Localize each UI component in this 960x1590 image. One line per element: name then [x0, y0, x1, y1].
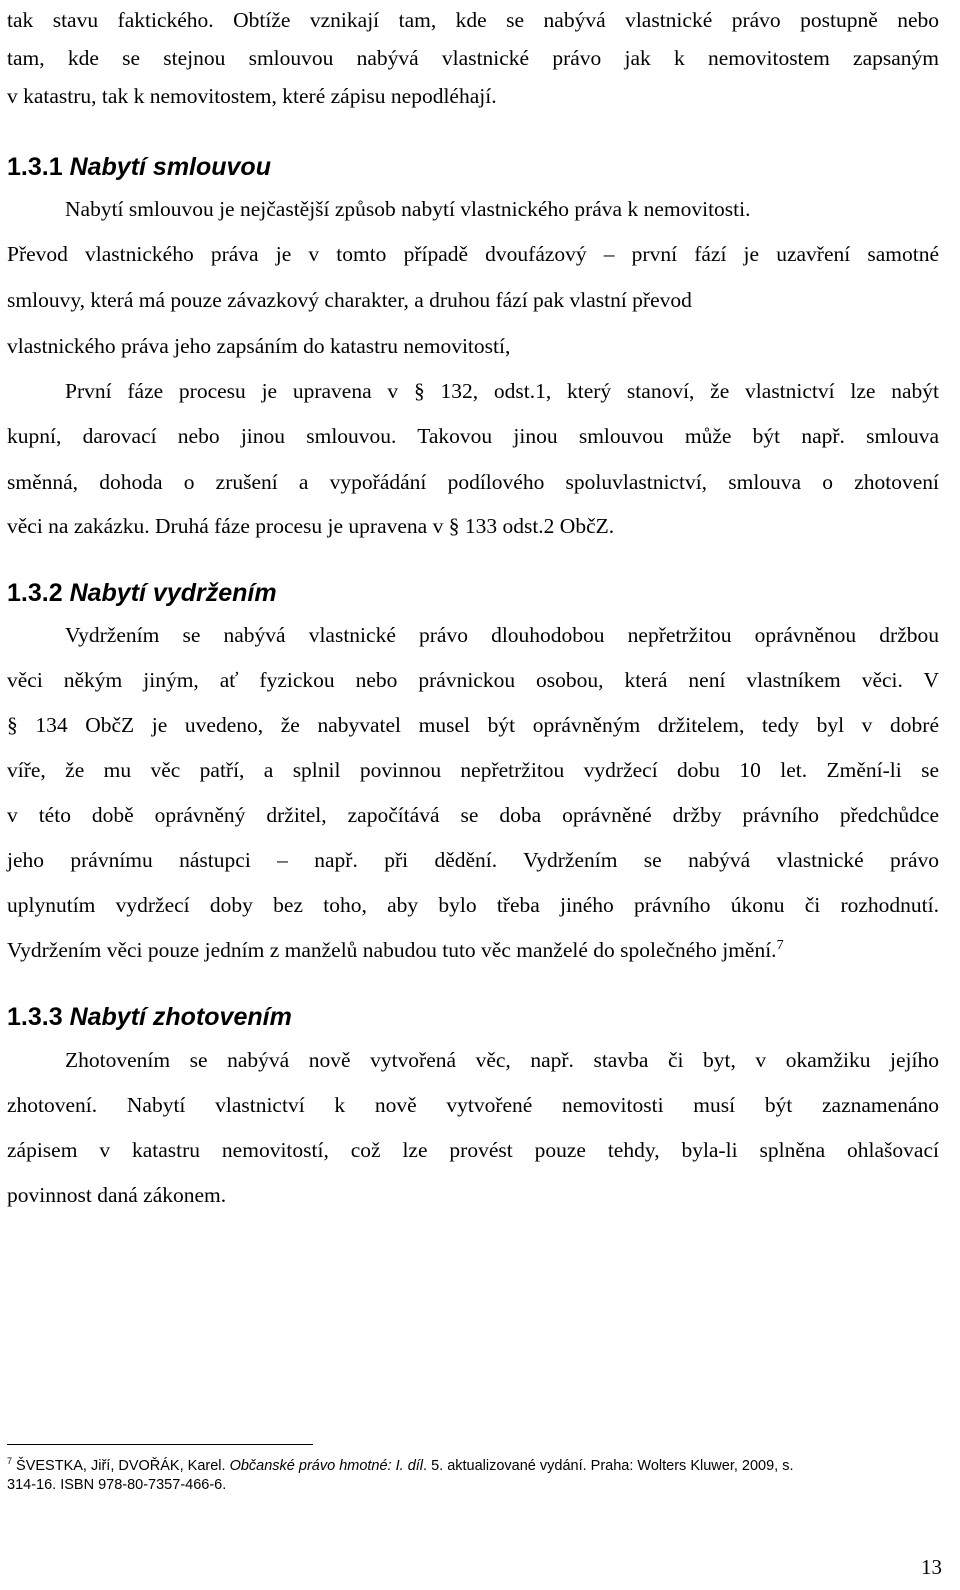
- paragraph-line: tak stavu faktického. Obtíže vznikají tam, kde se nabývá vlastnické právo postupně nebo: [7, 8, 939, 32]
- paragraph-line: Zhotovením se nabývá nově vytvořená věc, např. stavba či byt, v okamžiku jejího: [65, 1048, 939, 1072]
- paragraph-line: smlouvy, která má pouze závazkový charakter, a druhou fází pak vlastní převod: [7, 288, 692, 312]
- paragraph-line: kupní, darovací nebo jinou smlouvou. Takovou jinou smlouvou může být např. smlouva: [7, 424, 939, 448]
- paragraph-line: v katastru, tak k nemovitostem, které zápisu nepodléhají.: [7, 84, 497, 108]
- paragraph-line: zápisem v katastru nemovitostí, což lze provést pouze tehdy, byla-li splněna ohlašovací: [7, 1138, 939, 1162]
- page-number: 13: [921, 1555, 942, 1579]
- paragraph-line: § 134 ObčZ je uvedeno, že nabyvatel musel být oprávněným držitelem, tedy byl v dobré: [7, 713, 939, 737]
- paragraph-line: Vydržením se nabývá vlastnické právo dlouhodobou nepřetržitou oprávněnou držbou: [65, 623, 939, 647]
- section-heading: [7, 578, 277, 608]
- paragraph-line: uplynutím vydržecí doby bez toho, aby bylo třeba jiného právního úkonu či rozhodnutí.: [7, 893, 939, 917]
- paragraph-line: Převod vlastnického práva je v tomto případě dvoufázový – první fází je uzavření samotné: [7, 242, 939, 266]
- footnote-authors: ŠVESTKA, Jiří, DVOŘÁK, Karel.: [12, 1458, 230, 1474]
- paragraph-line: víře, že mu věc patří, a splnil povinnou nepřetržitou vydržecí dobu 10 let. Změní-li se: [7, 758, 939, 782]
- footnote-separator: [7, 1444, 313, 1445]
- footnote-marker: 7: [7, 1456, 13, 1467]
- paragraph-line: [7, 937, 784, 963]
- section-number: 1.3.3: [7, 1003, 63, 1031]
- section-heading: [7, 152, 271, 182]
- paragraph-line: zhotovení. Nabytí vlastnictví k nově vytvořené nemovitosti musí být zaznamenáno: [7, 1093, 939, 1117]
- section-heading: [7, 1002, 292, 1032]
- section-number: 1.3.1: [7, 153, 63, 181]
- section-title: Nabytí vydržením: [69, 579, 277, 607]
- paragraph-text: Vydržením věci pouze jedním z manželů nabudou tuto věc manželé do společného jmění.: [7, 938, 777, 962]
- footnote-reference[interactable]: 7: [776, 937, 784, 953]
- paragraph-line: vlastnického práva jeho zapsáním do katastru nemovitostí,: [7, 334, 511, 358]
- footnote-details: . 5. aktualizované vydání. Praha: Wolters Kluwer, 2009, s.: [423, 1458, 794, 1474]
- section-title: Nabytí smlouvou: [69, 153, 271, 181]
- paragraph-line: jeho právnímu nástupci – např. při dědění. Vydržením se nabývá vlastnické právo: [7, 848, 939, 872]
- paragraph-line: Nabytí smlouvou je nejčastější způsob nabytí vlastnického práva k nemovitosti.: [65, 197, 751, 221]
- footnote-line: 314-16. ISBN 978-80-7357-466-6.: [7, 1477, 227, 1493]
- paragraph-line: povinnost daná zákonem.: [7, 1183, 227, 1207]
- paragraph-line: věci někým jiným, ať fyzickou nebo právnickou osobou, která není vlastníkem věci. V: [7, 668, 939, 692]
- footnote-work-title: Občanské právo hmotné: I. díl: [229, 1458, 424, 1474]
- footnote: [7, 1457, 794, 1475]
- paragraph-line: tam, kde se stejnou smlouvou nabývá vlastnické právo jak k nemovitostem zapsaným: [7, 46, 939, 70]
- paragraph-line: věci na zakázku. Druhá fáze procesu je upravena v § 133 odst.2 ObčZ.: [7, 514, 615, 538]
- section-title: Nabytí zhotovením: [69, 1003, 292, 1031]
- paragraph-line: První fáze procesu je upravena v § 132, odst.1, který stanoví, že vlastnictví lze nabýt: [65, 379, 939, 403]
- section-number: 1.3.2: [7, 579, 63, 607]
- paragraph-line: směnná, dohoda o zrušení a vypořádání podílového spoluvlastnictví, smlouva o zhotovení: [7, 470, 939, 494]
- paragraph-line: v této době oprávněný držitel, započítává se doba oprávněné držby právního předchůdce: [7, 803, 939, 827]
